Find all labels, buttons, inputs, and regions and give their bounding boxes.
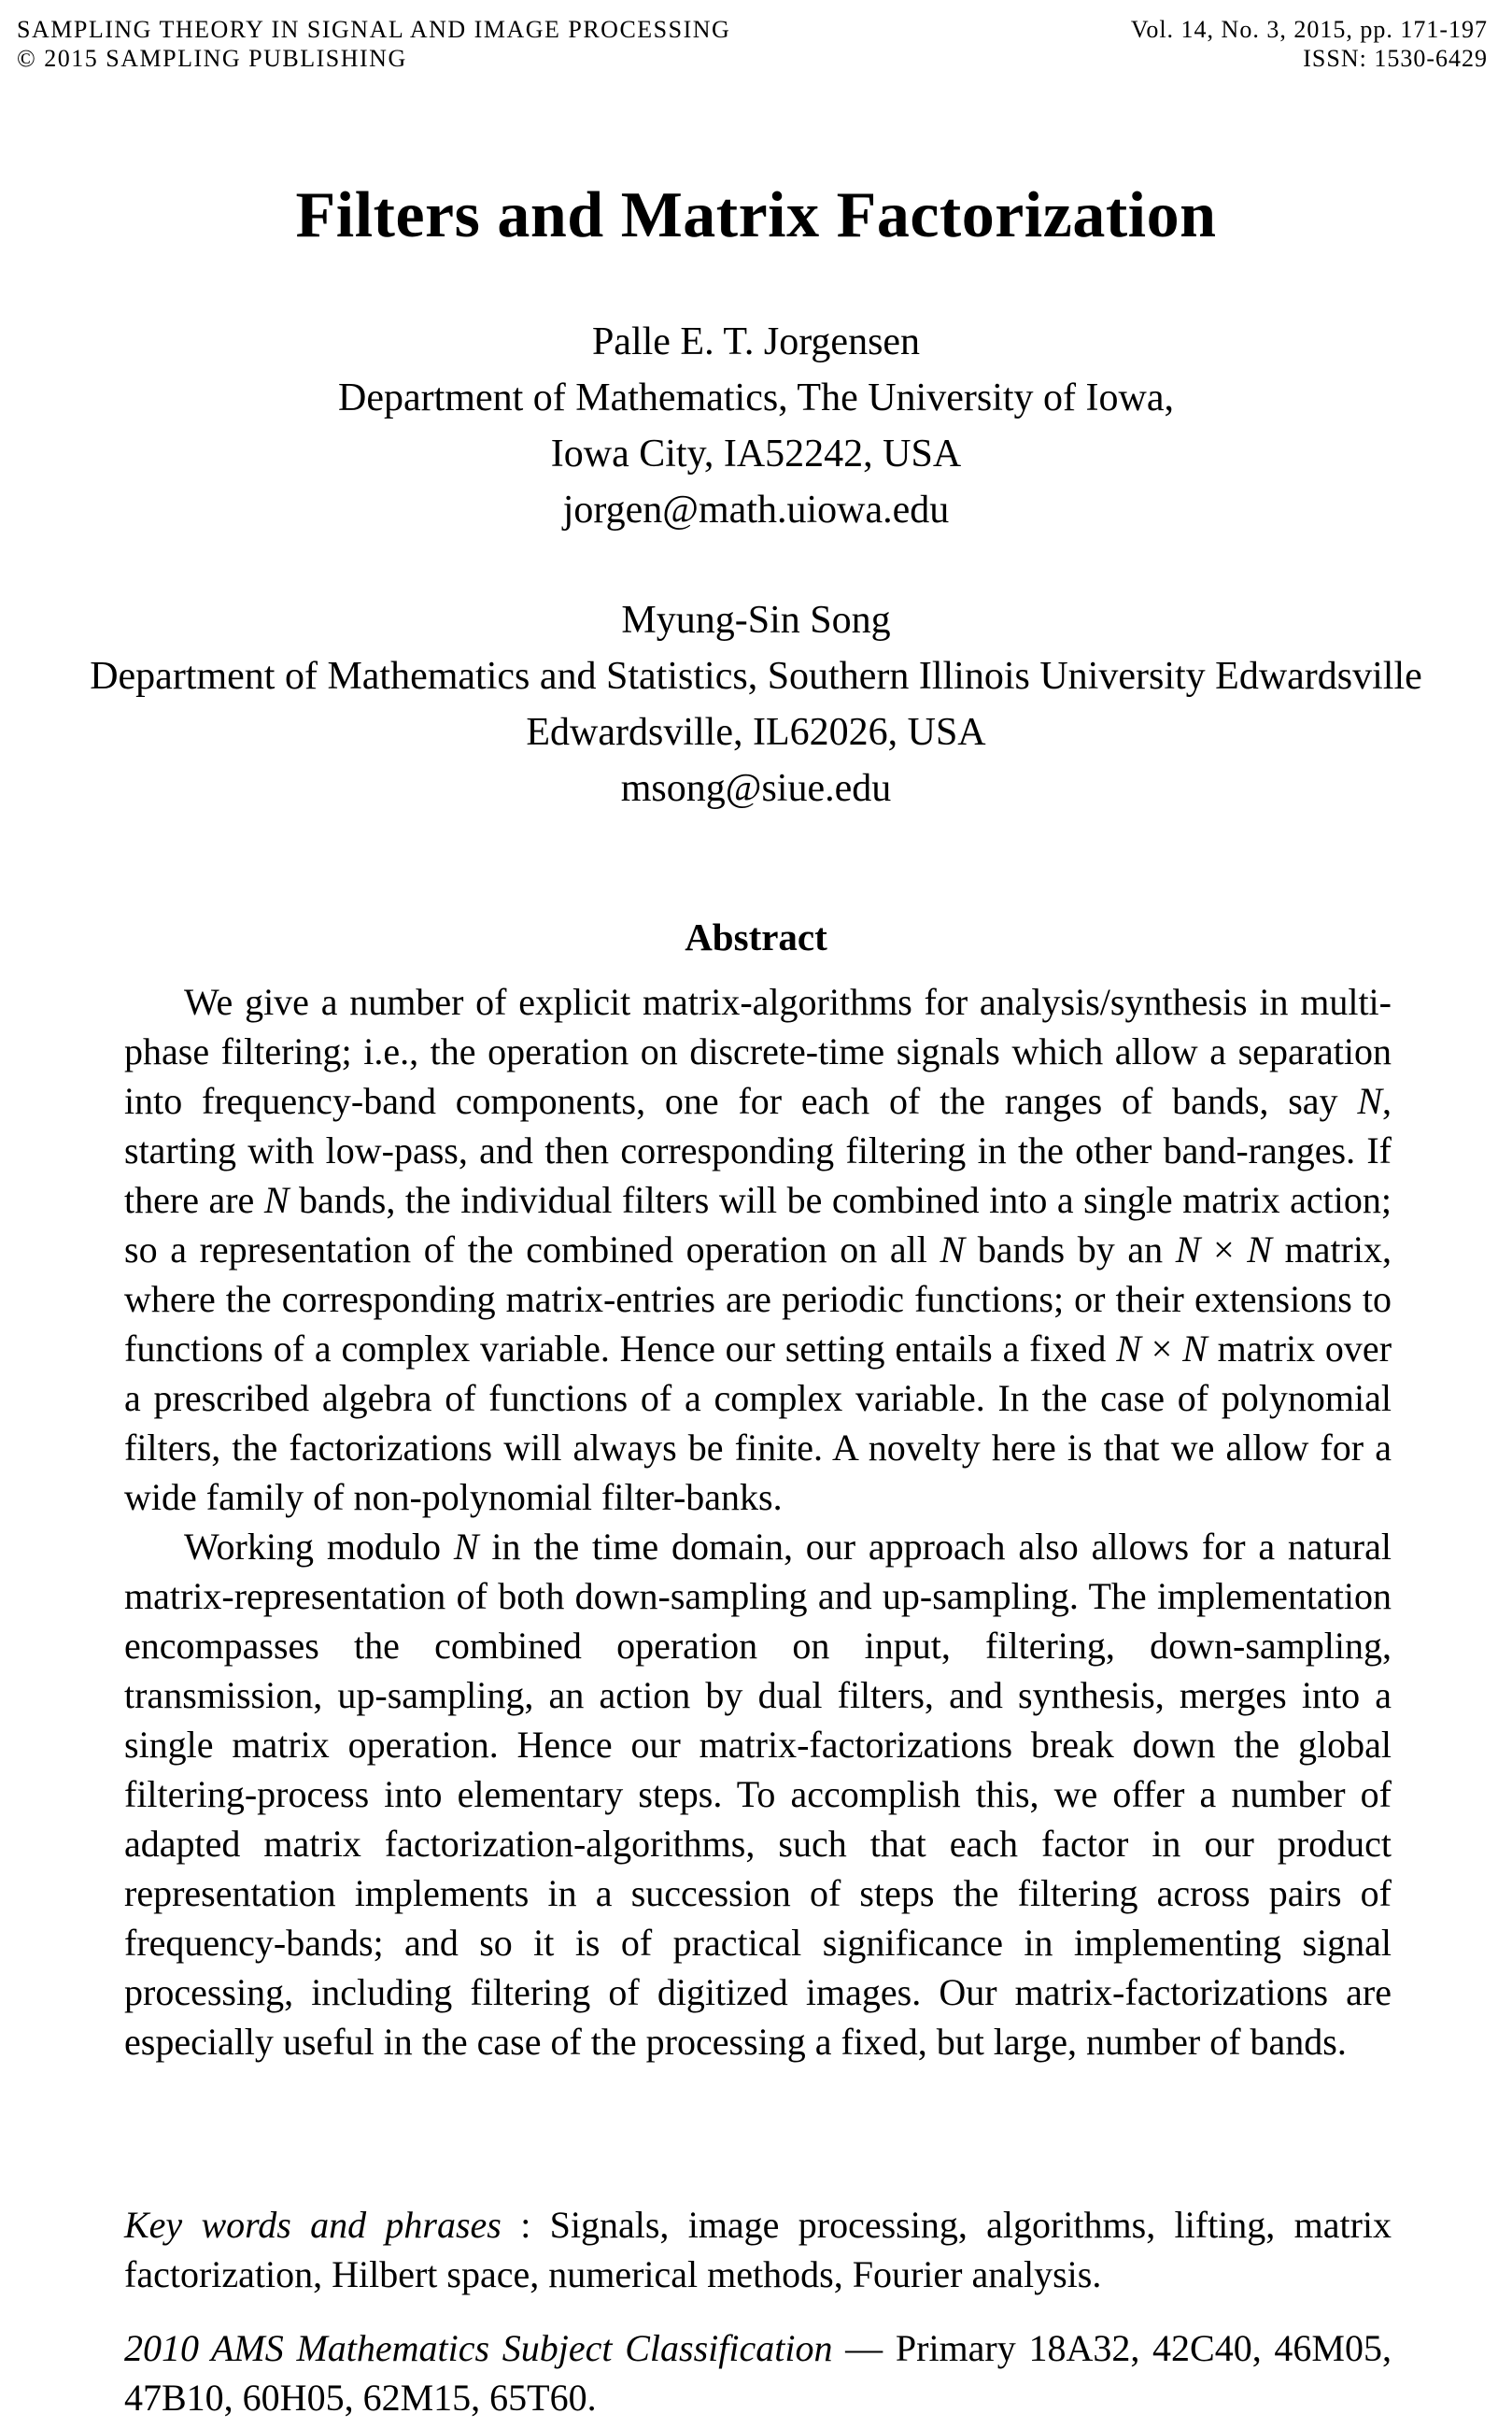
- journal-name: SAMPLING THEORY IN SIGNAL AND IMAGE PROCESSING: [17, 16, 731, 43]
- abstract-paragraph: Working modulo N in the time domain, our approach also allows for a natural matrix-representation of both down-sampling and up-sampling. The implementation encompasses the combined operation on input, filtering, down-sampling, transmission, up-sampling, an action by dual filters, and synthesis, merges into a single matrix operation. Hence our matrix-factorizations break down the global filtering-process into elementary steps. To accomplish this, we offer a number of adapted matrix factorization-algorithms, such that each factor in our product representation implements in a succession of steps the filtering across pairs of frequency-bands; and so it is of practical significance in implementing signal processing, including filtering of digitized images. Our matrix-factorizations are especially useful in the case of the processing a fixed, but large, number of bands.: [124, 1526, 1392, 2063]
- journal-name-block: [17, 15, 730, 73]
- journal-header: [0, 0, 1512, 73]
- author-affiliation-city: Edwardsville, IL62026, USA: [526, 711, 986, 754]
- abstract-heading: Abstract: [685, 916, 827, 958]
- author-email: msong@siue.edu: [620, 767, 892, 810]
- issue-info-block: [1131, 15, 1488, 73]
- keywords-paragraph: Key words and phrases : Signals, image processing, algorithms, lifting, matrix factorization, Hilbert space, numerical methods, Fourier analysis.: [124, 2204, 1392, 2295]
- copyright-line: © 2015 SAMPLING PUBLISHING: [17, 45, 407, 72]
- italic-run: N: [1182, 1328, 1208, 1370]
- italic-run: N: [1357, 1080, 1382, 1122]
- volume-issue-line: Vol. 14, No. 3, 2015, pp. 171-197: [1130, 16, 1488, 43]
- italic-run: N: [263, 1179, 290, 1221]
- author-block-1: [0, 314, 1512, 538]
- issn-line: ISSN: 1530-6429: [1303, 45, 1488, 72]
- author-email: jorgen@math.uiowa.edu: [562, 489, 950, 532]
- abstract-body: [124, 977, 1392, 2066]
- author-affiliation-dept: Department of Mathematics and Statistics, Southern Illinois University Edwardsville: [90, 655, 1422, 698]
- italic-run: N: [1247, 1228, 1272, 1271]
- paper-title: Filters and Matrix Factorization: [295, 179, 1217, 251]
- italic-run: N: [940, 1228, 966, 1271]
- author-affiliation-dept: Department of Mathematics, The University of Iowa,: [338, 376, 1174, 419]
- italic-run: N: [453, 1526, 479, 1568]
- author-name: Palle E. T. Jorgensen: [591, 320, 921, 363]
- author-affiliation-city: Iowa City, IA52242, USA: [550, 433, 962, 476]
- italic-run: N: [1116, 1328, 1141, 1370]
- abstract-paragraph: We give a number of explicit matrix-algorithms for analysis/synthesis in multi-phase filtering; i.e., the operation on discrete-time signals which allow a separation into frequency-band components, one for each of the ranges of bands, say N, starting with low-pass, and then corresponding filtering in the other band-ranges. If there are N bands, the individual filters will be combined into a single matrix action; so a representation of the combined operation on all N bands by an N × N matrix, where the corresponding matrix-entries are periodic functions; or their extensions to functions of a complex variable. Hence our setting entails a fixed N × N matrix over a prescribed algebra of functions of a complex variable. In the case of polynomial filters, the factorizations will always be finite. A novelty here is that we allow for a wide family of non-polynomial filter-banks.: [124, 981, 1392, 1518]
- italic-run: N: [1175, 1228, 1201, 1271]
- italic-run: Key words and phrases: [124, 2204, 502, 2246]
- backmatter: [124, 2200, 1392, 2422]
- italic-run: 2010 AMS Mathematics Subject Classification: [124, 2327, 833, 2369]
- author-name: Myung-Sin Song: [621, 599, 891, 642]
- msc-paragraph: 2010 AMS Mathematics Subject Classification — Primary 18A32, 42C40, 46M05, 47B10, 60H05, 62M15, 65T60.: [124, 2327, 1392, 2419]
- author-block-2: [0, 592, 1512, 816]
